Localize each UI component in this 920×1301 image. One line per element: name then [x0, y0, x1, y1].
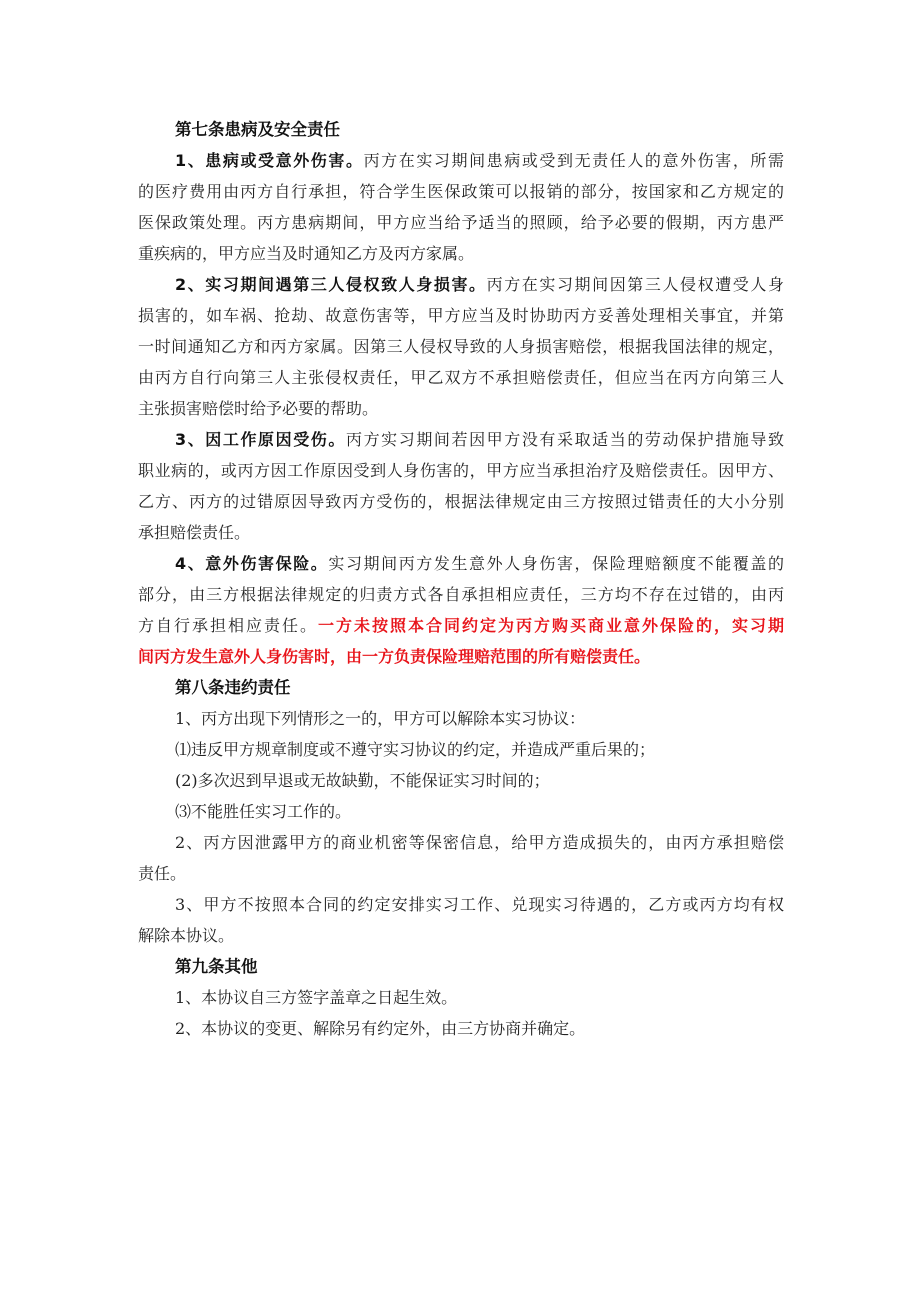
body-text: 医保政策处理。丙方患病期间，甲方应当给予适当的照顾，给予必要的假期，丙方患严 [138, 213, 784, 232]
body-text: 由丙方自行向第三人主张侵权责任，甲乙双方不承担赔偿责任，但应当在丙方向第三人 [138, 368, 784, 387]
text-line [138, 300, 784, 331]
text-line [138, 176, 784, 207]
body-text: 2、本协议的变更、解除另有约定外，由三方协商并确定。 [175, 1019, 586, 1038]
body-text: 乙方、丙方的过错原因导致丙方受伤的，根据法律规定由三方按照过错责任的大小分别 [138, 492, 784, 511]
body-text: 1、本协议自三方签字盖章之日起生效。 [175, 988, 458, 1007]
text-line [138, 269, 784, 300]
body-text: 职业病的，或丙方因工作原因受到人身伤害的，甲方应当承担治疗及赔偿责任。因甲方、 [138, 461, 784, 480]
bold-text: 1、患病或受意外伤害。 [175, 151, 364, 170]
bold-text: 2、实习期间遇第三人侵权致人身损害。 [175, 275, 487, 294]
section-heading [138, 114, 784, 145]
body-text: 重疾病的，甲方应当及时通知乙方及丙方家属。 [138, 244, 475, 263]
text-line [138, 796, 784, 827]
bold-text: 第七条患病及安全责任 [175, 120, 340, 139]
text-line [138, 1013, 784, 1044]
text-line [138, 548, 784, 579]
body-text: 责任。 [138, 864, 187, 883]
text-line [138, 641, 784, 672]
bold-text: 3、因工作原因受伤。 [175, 430, 346, 449]
body-text: ⑴违反甲方规章制度或不遵守实习协议的约定，并造成严重后果的； [175, 740, 656, 759]
body-text: 1、丙方出现下列情形之一的，甲方可以解除本实习协议： [175, 709, 586, 728]
body-text: 解除本协议。 [138, 926, 235, 945]
section-heading [138, 672, 784, 703]
body-text: 方自行承担相应责任。 [138, 616, 318, 635]
bold-text: 第八条违约责任 [175, 678, 291, 697]
body-text: 丙方在实习期间因第三人侵权遭受人身 [486, 275, 784, 294]
body-text: 损害的，如车祸、抢劫、故意伤害等，甲方应当及时协助丙方妥善处理相关事宜，并第 [138, 306, 784, 325]
red-highlight-text: 一方未按照本合同约定为丙方购买商业意外保险的，实习期 [318, 616, 784, 635]
bold-text: 4、意外伤害保险。 [175, 554, 329, 573]
body-text: ⑶不能胜任实习工作的。 [175, 802, 352, 821]
section-heading [138, 951, 784, 982]
body-text: (2)多次迟到早退或无故缺勤，不能保证实习时间的； [175, 771, 550, 790]
body-text: 丙方在实习期间患病或受到无责任人的意外伤害，所需 [363, 151, 784, 170]
body-text: 一时间通知乙方和丙方家属。因第三人侵权导致的人身损害赔偿，根据我国法律的规定， [138, 337, 784, 356]
text-line [138, 579, 784, 610]
body-text: 承担赔偿责任。 [138, 523, 251, 542]
red-highlight-text: 间丙方发生意外人身伤害时，由一方负责保险理赔范围的所有赔偿责任。 [138, 647, 651, 666]
body-text: 3、甲方不按照本合同的约定安排实习工作、兑现实习待遇的，乙方或丙方均有权 [175, 895, 784, 914]
body-text: 实习期间丙方发生意外人身伤害，保险理赔额度不能覆盖的 [328, 554, 784, 573]
text-line [138, 858, 784, 889]
body-text: 部分，由三方根据法律规定的归责方式各自承担相应责任，三方均不存在过错的，由丙 [138, 585, 784, 604]
text-line [138, 331, 784, 362]
text-line [138, 734, 784, 765]
document-page [138, 114, 784, 1044]
text-line [138, 362, 784, 393]
text-line [138, 920, 784, 951]
text-line [138, 517, 784, 548]
body-text: 2、丙方因泄露甲方的商业机密等保密信息，给甲方造成损失的，由丙方承担赔偿 [175, 833, 784, 852]
text-line [138, 207, 784, 238]
text-line [138, 889, 784, 920]
text-line [138, 610, 784, 641]
text-line [138, 238, 784, 269]
body-text: 的医疗费用由丙方自行承担，符合学生医保政策可以报销的部分，按国家和乙方规定的 [138, 182, 784, 201]
text-line [138, 486, 784, 517]
text-line [138, 424, 784, 455]
text-line [138, 765, 784, 796]
body-text: 丙方实习期间若因甲方没有采取适当的劳动保护措施导致 [345, 430, 784, 449]
text-line [138, 455, 784, 486]
body-text: 主张损害赔偿时给予必要的帮助。 [138, 399, 379, 418]
text-line [138, 827, 784, 858]
text-line [138, 145, 784, 176]
bold-text: 第九条其他 [175, 957, 258, 976]
text-line [138, 982, 784, 1013]
text-line [138, 703, 784, 734]
text-line [138, 393, 784, 424]
